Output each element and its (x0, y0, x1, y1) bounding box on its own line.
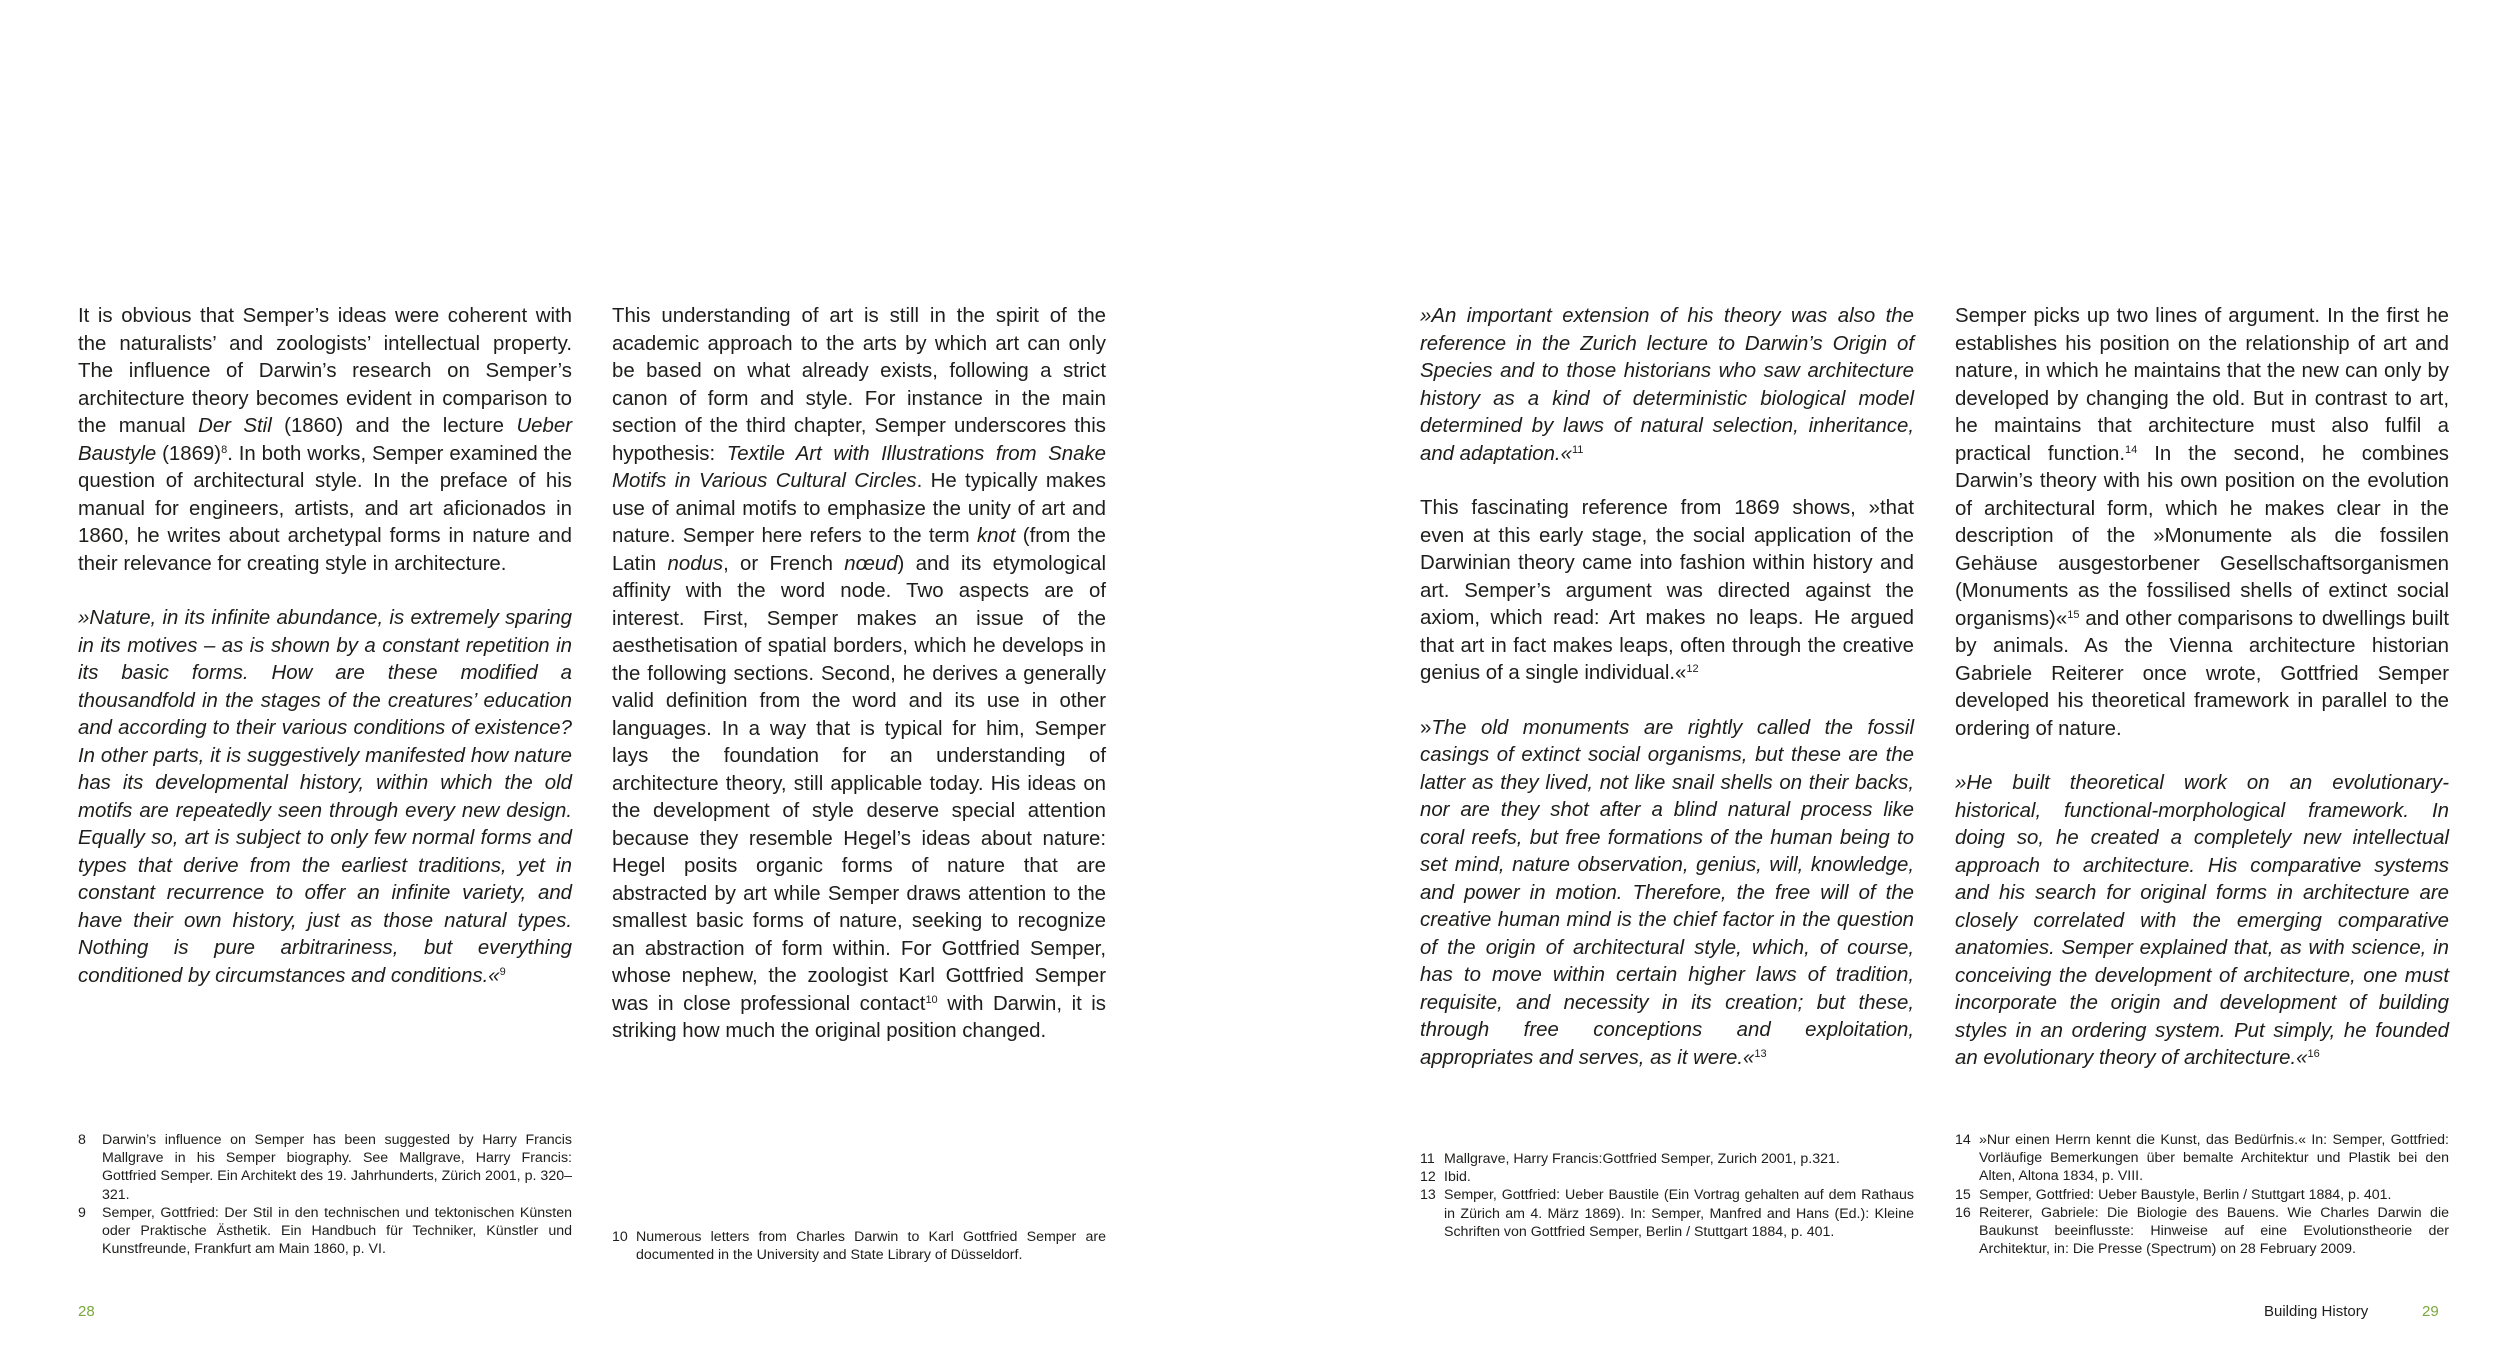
footnotes-right-col1 (1420, 1150, 1914, 1241)
footnote-ref: 10 (925, 993, 938, 1006)
footnotes-left-col1 (78, 1131, 572, 1258)
footnote: 11 Mallgrave, Harry Francis:Gottfried Semper, Zurich 2001, p.321. (1420, 1151, 1840, 1167)
page-number-right: 29 (2422, 1303, 2439, 1320)
left-column-2 (612, 303, 1106, 1073)
footnote: 12 Ibid. (1420, 1169, 1471, 1186)
block-quote: »Nature, in its infinite abundance, is extremely sparing in its motives – as is shown by a constant repetition in its basic forms. How are these modified a thousandfold in the stages of the creatures’ education and according to their various conditions of existence? In other parts, it is suggestively manifested how nature has its developmental history, within which the old motifs are repeatedly seen through every new design. Equally so, art is subject to only few normal forms and types that derive from the earliest traditions, yet in constant recurrence to offer an infinite variety, and have their own history, just as those natural types. Nothing is pure arbitrariness, but everything conditioned by circumstances and conditions.«$^9$ (78, 607, 572, 987)
footnote-ref: 9 (499, 965, 506, 978)
footnote: 9 Semper, Gottfried: Der Stil in den technischen und tektonischen Künsten oder Praktische Ästhetik. Ein Handbuch für Techniker, Künstler und Kunstfreunde, Frankfurt am Main 1860, p. VI. (78, 1204, 572, 1258)
footnote: 16 Reiterer, Gabriele: Die Biologie des Bauens. Wie Charles Darwin die Baukunst beeinflusste: Hinweise auf eine Evolutionstheorie der Architektur, in: Die Presse (Spectrum) on 28 February 2009. (1955, 1204, 2449, 1258)
right-column-2 (1955, 303, 2449, 1100)
footnotes-left-col2 (612, 1228, 1106, 1264)
running-head: Building History (2264, 1303, 2369, 1320)
block-quote: »He built theoretical work on an evolutionary-historical, functional-morphological framework. In doing so, he created a completely new intellectual approach to architecture. His comparative systems and his search for original forms in architecture are closely correlated with the emerging comparative anatomies. Semper explained that, as with science, in conceiving the development of architecture, one must incorporate the origin and development of building styles in an ordering system. Put simply, he founded an evolutionary theory of architecture.«$^{16}$ (1955, 772, 2449, 1069)
footnote-ref: 13 (1754, 1047, 1767, 1060)
right-column-1 (1420, 303, 1914, 1099)
paragraph-intro: It is obvious that Semper’s ideas were coherent with the naturalists’ and zoologists’ intellectual property. The influence of Darwin’s research on Semper’s architecture theory becomes evident in comparison to the manual Der Stil (1860) and the lecture Ueber Baustyle (1869)$^8$. In both works, Semper examined the question of architectural style. In the preface of his manual for engineers, artists, and art aficionados in 1860, he writes about archetypal forms in nature and their relevance for creating style in architecture. (78, 305, 572, 575)
paragraph-art-understanding: This understanding of art is still in the spirit of the academic approach to the arts by which art can only be based on what already exists, following a strict canon of form and style. For instance in the main section of the third chapter, Semper underscores this hypothesis: Textile Art with Illustrations from Snake Motifs in Various Cultural Circles. He typically makes use of animal motifs to emphasize the unity of art and nature. Semper here refers to the term knot (from the Latin nodus, or French nœud) and its etymological affinity with the word node. Two aspects are of interest. First, Semper makes an issue of the aesthetisation of spatial borders, which he develops in the following sections. Second, he derives a generally valid definition from the word and its use in other languages. In a way that is typical for him, Semper lays the foundation for an understanding of architecture theory, still applicable today. His ideas on the development of style deserve special attention because they resemble Hegel’s ideas about nature: Hegel posits organic forms of nature that are abstracted by art while Semper draws attention to the smallest basic forms of nature, seeking to recognize an abstraction of form within. For Gottfried Semper, whose nephew, the zoologist Karl Gottfried Semper was in close professional contact$^{10}$ with Darwin, it is striking how much the original position changed. (612, 305, 1106, 1042)
block-quote: »An important extension of his theory was also the reference in the Zurich lecture to Darwin’s Origin of Species and to those historians who saw architecture history as a kind of deterministic biological model determined by laws of natural selection, inheritance, and adaptation.«$^{11}$ (1420, 305, 1914, 465)
footnote-ref: 12 (1686, 663, 1699, 675)
footnote: 13 Semper, Gottfried: Ueber Baustile (Ein Vortrag gehalten auf dem Rathaus in Zürich am 4. März 1869). In: Semper, Manfred and Hans (Ed.): Kleine Schriften von Gottfried Semper, Berlin / Stuttgart 1884, p. 401. (1420, 1187, 1914, 1240)
paragraph-two-lines: Semper picks up two lines of argument. In the first he establishes his position on the relationship of art and nature, in which he maintains that the new can only by developed by changing the old. But in contrast to art, he maintains that architecture must also fulfil a practical function.$^{14}$ In the second, he combines Darwin’s theory with his own position on the evolution of architectural form, which he makes clear in the description of the »Monumente als die fossilen Gehäuse ausgestorbener Gesellschaftsorganismen (Monuments as the fossilised shells of extinct social organisms)«$^{15}$ and other comparisons to dwellings built by animals. As the Vienna architecture historian Gabriele Reiterer once wrote, Gottfried Semper developed his theoretical framework in parallel to the ordering of nature. (1955, 305, 2449, 740)
footnote-ref: 11 (1571, 443, 1584, 456)
footnote: 15 Semper, Gottfried: Ueber Baustyle, Berlin / Stuttgart 1884, p. 401. (1955, 1186, 2392, 1203)
left-column-1 (78, 303, 572, 1017)
footnote-ref: 14 (2125, 443, 2138, 456)
footnote: 8 Darwin’s influence on Semper has been suggested by Harry Francis Mallgrave in his Semper biography. See Mallgrave, Harry Francis: Gottfried Semper. Ein Architekt des 19. Jahrhunderts, Zürich 2001, p. 320–321. (78, 1132, 572, 1203)
page-number-left: 28 (78, 1303, 95, 1320)
footnote-ref: 15 (2067, 608, 2080, 621)
footnote-ref: 16 (2307, 1048, 2320, 1060)
paragraph-old-monuments: »The old monuments are rightly called the fossil casings of extinct social organisms, but these are the latter as they lived, not like snail shells on their backs, nor are they shot after a blind natural process like coral reefs, but free formations of the human being to set mind, nature observation, genius, will, knowledge, and power in motion. Therefore, the free will of the creative human mind is the chief factor in the question of the origin of architectural style, which, of course, has to move within certain higher laws of tradition, requisite, and necessity in its creation; but these, through free conceptions and exploitation, appropriates and serves, as it were.«$^{13}$ (1420, 716, 1914, 1069)
footnote-ref: 8 (221, 443, 228, 456)
footnotes-right-col2 (1955, 1131, 2449, 1258)
footnote: 14 »Nur einen Herrn kennt die Kunst, das Bedürfnis.« In: Semper, Gottfried: Vorläufige Bemerkungen über bemalte Architektur und Plastik bei den Alten, Altona 1834, p. VIII. (1955, 1132, 2449, 1185)
footnote: 10 Numerous letters from Charles Darwin to Karl Gottfried Semper are documented in the University and State Library of Düsseldorf. (612, 1229, 1106, 1264)
paragraph-reference-1869: This fascinating reference from 1869 shows, »that even at this early stage, the social application of the Darwinian theory came into fashion within history and art. Semper’s argument was directed against the axiom, which read: Art makes no leaps. He argued that art in fact makes leaps, often through the creative genius of a single individual.«$^{12}$ (1420, 497, 1914, 684)
